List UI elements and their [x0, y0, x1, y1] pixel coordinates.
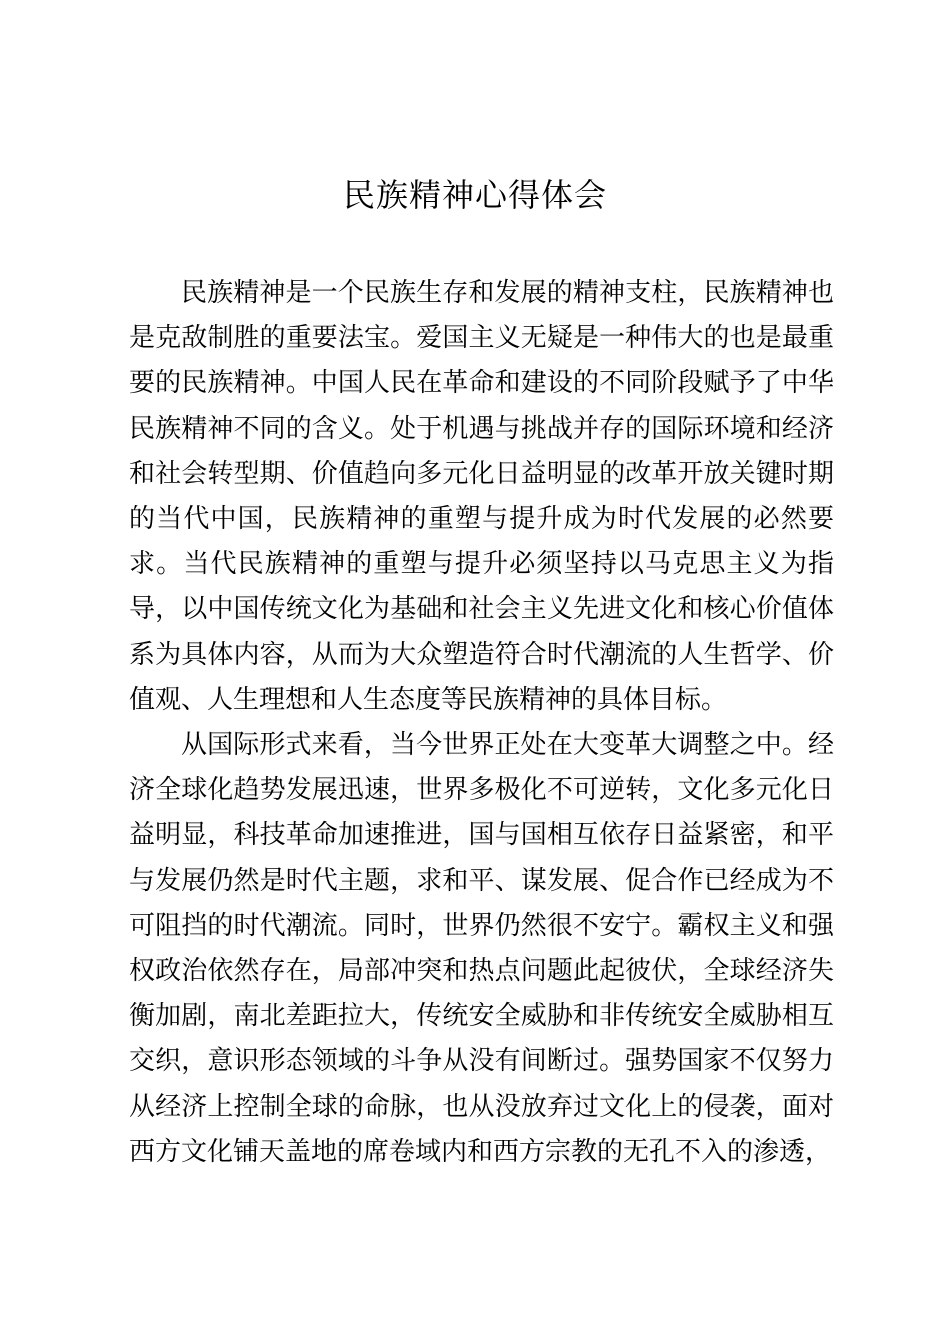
paragraph-2: 从国际形式来看，当今世界正处在大变革大调整之中。经济全球化趋势发展迅速，世界多极化不可逆转，文化多元化日益明显，科技革命加速推进，国与国相互依存日益紧密，和平与发展仍然是时代主题，求和平、谋发展、促合作已经成为不可阻挡的时代潮流。同时，世界仍然很不安宁。霸权主义和强权政治依然存在，局部冲突和热点问题此起彼伏，全球经济失衡加剧，南北差距拉大，传统安全威胁和非传统安全威胁相互交织，意识形态领域的斗争从没有间断过。强势国家不仅努力从经济上控制全球的命脉，也从没放弃过文化上的侵袭，面对西方文化铺天盖地的席卷域内和西方宗教的无孔不入的渗透， — [129, 730, 834, 1167]
document-title: 民族精神心得体会 — [342, 176, 607, 214]
document-body — [129, 271, 834, 1175]
paragraph-1: 民族精神是一个民族生存和发展的精神支柱，民族精神也是克敌制胜的重要法宝。爱国主义无疑是一种伟大的也是最重要的民族精神。中国人民在革命和建设的不同阶段赋予了中华民族精神不同的含义。处于机遇与挑战并存的国际环境和经济和社会转型期、价值趋向多元化日益明显的改革开放关键时期的当代中国，民族精神的重塑与提升成为时代发展的必然要求。当代民族精神的重塑与提升必须坚持以马克思主义为指导，以中国传统文化为基础和社会主义先进文化和核心价值体系为具体内容，从而为大众塑造符合时代潮流的人生哲学、价值观、人生理想和人生态度等民族精神的具体目标。 — [129, 278, 834, 715]
